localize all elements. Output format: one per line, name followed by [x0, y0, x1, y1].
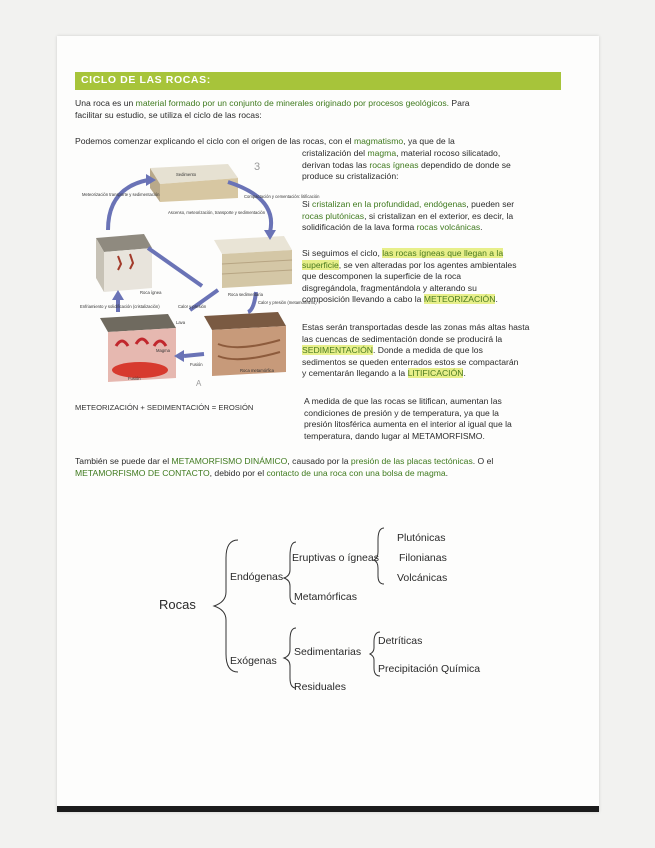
- meta-highlight-3: METAMORFISMO DE CONTACTO: [75, 467, 210, 478]
- tree-exogenas: Exógenas: [230, 655, 277, 667]
- intro-text-end: Para: [449, 98, 470, 108]
- classification-braces: [150, 522, 550, 702]
- intro-line2: facilitar su estudio, se utiliza el ciclo de las rocas:: [75, 109, 262, 120]
- line-highlight: rocas ígneas: [369, 159, 419, 170]
- metamorphic-block: [204, 312, 286, 376]
- text-line: [302, 199, 566, 211]
- line-text: . Donde a medida de que los: [372, 345, 483, 356]
- line-text: produce su cristalización:: [302, 171, 399, 182]
- line-text: disgregándola, fragmentándola y alterando su: [302, 282, 477, 293]
- text-line: presión litosférica aumenta en el interior al igual que la: [304, 419, 512, 430]
- tree-volcanicas: Volcánicas: [397, 572, 448, 584]
- line-highlight: SEDIMENTACIÓN: [302, 345, 373, 356]
- line-text: cristalización del: [302, 148, 368, 158]
- intro-text: Una roca es un: [75, 98, 136, 108]
- right-paragraph-5: [304, 396, 566, 442]
- origin-text-end: , ya que de la: [403, 136, 455, 146]
- line-text: .: [463, 368, 466, 379]
- line-text: Estas serán transportadas desde las zonas más altas hasta: [302, 322, 530, 332]
- label-fusion: Fusión: [128, 376, 141, 381]
- title-banner: [75, 72, 561, 90]
- text-line: [302, 334, 566, 346]
- text-line: [302, 322, 566, 334]
- tree-detriticas: Detríticas: [378, 635, 423, 647]
- line-highlight: cristalizan en la profundidad, endógenas: [312, 199, 467, 209]
- line-text: las cuencas de sedimentación donde se producirá la: [302, 333, 503, 344]
- text-line: [302, 260, 566, 272]
- line-text: dependido de donde se: [418, 159, 511, 170]
- intro-highlight: material formado por un conjunto de minerales originado por procesos geológicos.: [135, 98, 450, 108]
- exogenas-brace: [284, 628, 296, 688]
- origin-paragraph-start: [75, 136, 565, 148]
- tree-plutonicas: Plutónicas: [397, 532, 446, 544]
- line-text: y cementarán llegando a la: [302, 368, 408, 379]
- line-text: derivan todas las: [302, 159, 370, 170]
- tree-sedimentarias: Sedimentarias: [294, 646, 362, 658]
- line-text: que descomponen la superficie de la roca: [302, 271, 462, 282]
- label-lava: Lava: [176, 320, 186, 325]
- text-line: [302, 222, 566, 234]
- label-roca-ignea: Roca ígnea: [140, 290, 162, 295]
- meta-highlight-1: METAMORFISMO DINÁMICO: [171, 456, 288, 466]
- text-line: [302, 368, 566, 380]
- handwritten-number: 3: [254, 161, 261, 173]
- line-highlight: rocas volcánicas: [416, 222, 481, 233]
- text-line: [302, 357, 566, 369]
- line-highlight: superficie: [302, 259, 339, 270]
- meta-text-b: , causado por la: [287, 456, 351, 466]
- rock-cycle-diagram: [78, 158, 320, 390]
- meta-text-a: También se puede dar el: [75, 456, 172, 466]
- text-line: temperatura, dando lugar al METAMORFISMO.: [304, 430, 485, 441]
- tree-filonianas: Filonianas: [399, 552, 447, 564]
- page-bottom-edge: [57, 806, 599, 812]
- meta-text-c: . O el: [472, 456, 494, 466]
- line-text: Si seguimos el ciclo,: [302, 248, 383, 258]
- text-line: [302, 283, 566, 295]
- tree-endogenas: Endógenas: [230, 571, 284, 583]
- erosion-formula: METEORIZACIÓN + SEDIMENTACIÓN = EROSIÓN: [75, 403, 254, 412]
- line-text: , se ven alteradas por los agentes ambientales: [338, 259, 517, 270]
- text-line: [302, 294, 566, 306]
- meta-highlight-4: contacto de una roca con una bolsa de magma: [266, 467, 446, 478]
- line-highlight: METEORIZACIÓN: [423, 294, 496, 305]
- line-text: , material rocoso silicatado,: [396, 148, 501, 158]
- label-calor-presion: Calor y presión: [178, 304, 207, 309]
- label-fusion-2: Fusión: [190, 362, 203, 367]
- text-line: [302, 148, 566, 160]
- line-highlight: rocas plutónicas: [302, 210, 365, 221]
- text-line: condiciones de presión y de temperatura, ya que la: [304, 407, 499, 418]
- right-paragraph-1: [302, 148, 566, 183]
- label-roca-sedimentaria: Roca sedimentaria: [228, 292, 263, 297]
- line-highlight: las rocas ígneas que llegan a la: [382, 248, 504, 258]
- label-magma: Magma: [156, 348, 170, 353]
- text-line: A medida de que las rocas se litifican, aumentan las: [304, 396, 502, 406]
- tree-metamorficas: Metamórficas: [294, 591, 358, 603]
- line-text: sedimentos se queden enterrados estos se compactarán: [302, 356, 519, 367]
- intro-paragraph: [75, 98, 565, 121]
- tree-eruptivas: Eruptivas o ígneas: [292, 552, 379, 564]
- text-line: [302, 345, 566, 357]
- line-text: Si: [302, 199, 313, 209]
- label-calor-presion-meta: Calor y presión (metamorfismo): [258, 300, 317, 305]
- label-mid: Ascenso, meteorización, transporte y sedimentación: [168, 210, 266, 215]
- line-highlight: magma: [367, 148, 397, 158]
- text-line: [302, 271, 566, 283]
- meta-highlight-2: presión de las placas tectónicas: [350, 456, 473, 466]
- label-top-left: Meteorización transporte y sedimentación: [82, 192, 160, 197]
- tree-residuales: Residuales: [294, 681, 346, 693]
- line-highlight: LITIFICACIÓN: [407, 368, 464, 379]
- handwritten-letter: A: [196, 379, 202, 388]
- origin-text: Podemos comenzar explicando el ciclo con el origen de las rocas, con el: [75, 136, 354, 146]
- right-paragraph-2: [302, 199, 566, 234]
- meta-text-e: .: [445, 467, 449, 478]
- line-text: composición llevando a cabo la: [302, 294, 424, 305]
- line-text: , si cristalizan en el exterior, es decir, la: [364, 210, 514, 221]
- label-top-right: Compactación y cementación: litificación: [244, 194, 320, 199]
- tree-precipitacion: Precipitación Química: [378, 663, 481, 675]
- tree-root: Rocas: [159, 597, 196, 612]
- igneous-block: [96, 234, 152, 292]
- label-left: Enfriamiento y solidificación (cristalización): [80, 304, 160, 309]
- page-title: CICLO DE LAS ROCAS:: [81, 74, 211, 86]
- text-line: [302, 171, 566, 183]
- line-text: .: [495, 294, 498, 305]
- meta-text-d: , debido por el: [209, 467, 267, 478]
- label-sedimento: Sedimento: [176, 172, 197, 177]
- right-paragraph-4: [302, 322, 566, 380]
- line-text: , pueden ser: [466, 199, 515, 209]
- line-text: solidificación de la lava forma: [302, 222, 417, 233]
- text-line: [302, 160, 566, 172]
- sedimentary-block: [214, 236, 292, 288]
- label-roca-metamorfica: Roca metamórfica: [240, 368, 274, 373]
- metamorphism-paragraph: [75, 456, 567, 479]
- text-line: [302, 211, 566, 223]
- root-brace: [214, 540, 238, 672]
- line-text: .: [480, 222, 483, 233]
- origin-highlight: magmatismo: [353, 136, 404, 146]
- sediment-block: [150, 164, 238, 202]
- right-paragraph-3: [302, 248, 566, 306]
- text-line: [302, 248, 566, 260]
